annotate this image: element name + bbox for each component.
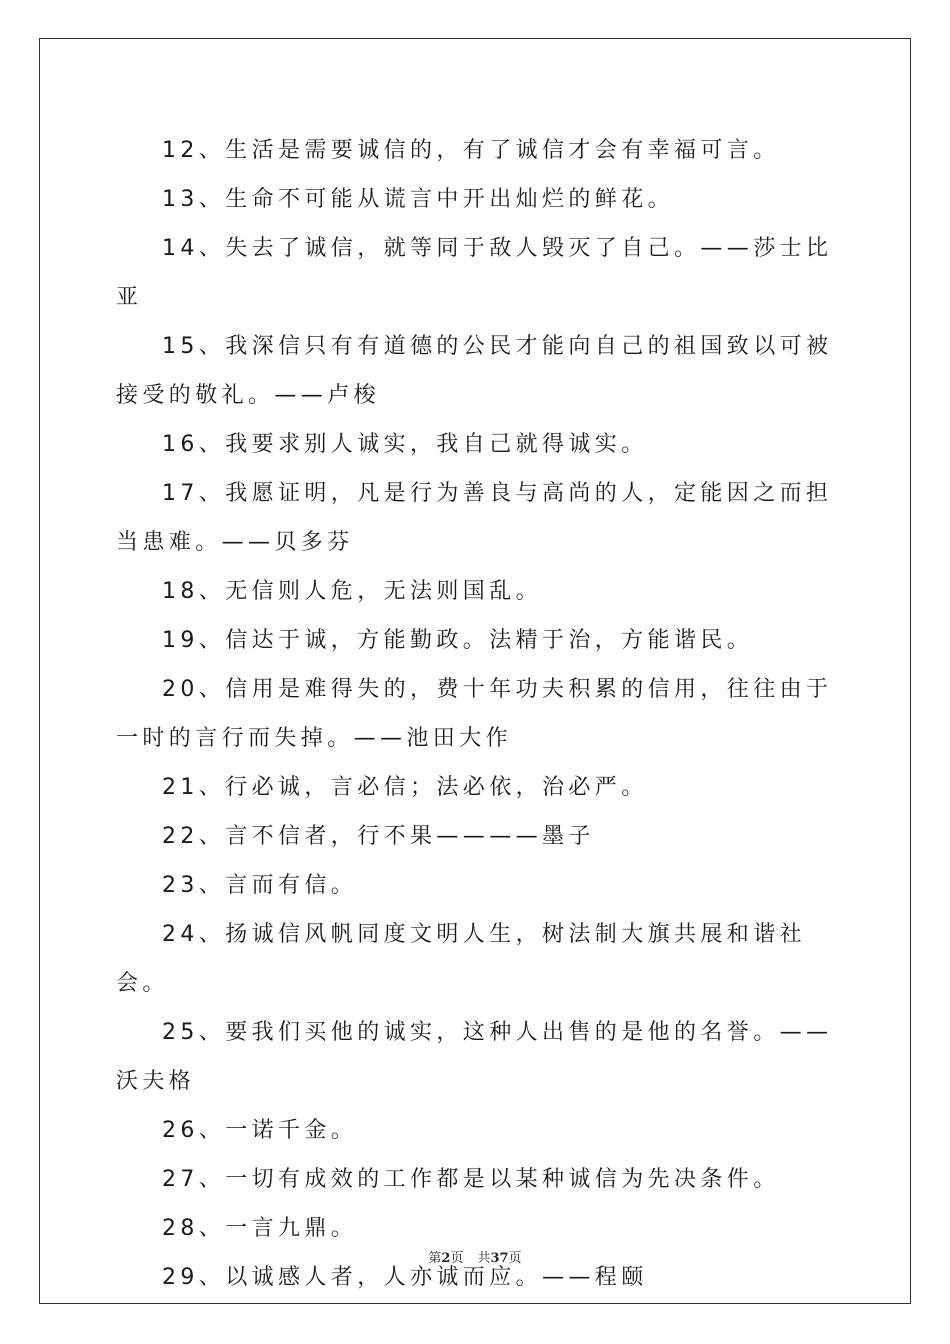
- total-pages: 37: [490, 1251, 509, 1266]
- quote-20: 20、信用是难得失的，费十年功夫积累的信用，往往由于一时的言行而失掉。——池田大作: [116, 677, 833, 751]
- page-number: 2: [441, 1251, 451, 1266]
- quote-21: 21、行必诚，言必信；法必依，治必严。: [162, 775, 648, 800]
- quote-26: 26、一诺千金。: [162, 1118, 358, 1143]
- quote-28: 28、一言九鼎。: [162, 1216, 358, 1241]
- quote-18: 18、无信则人危，无法则国乱。: [162, 579, 542, 604]
- quote-17: 17、我愿证明，凡是行为善良与高尚的人，定能因之而担当患难。——贝多芬: [116, 481, 833, 555]
- page-suffix: 页: [450, 1251, 464, 1266]
- quote-25: 25、要我们买他的诚实，这种人出售的是他的名誉。——沃夫格: [116, 1020, 833, 1094]
- document-body: [116, 126, 836, 1302]
- quote-14: 14、失去了诚信，就等同于敌人毁灭了自己。——莎士比亚: [116, 236, 833, 310]
- quote-16: 16、我要求别人诚实，我自己就得诚实。: [162, 432, 648, 457]
- quote-19: 19、信达于诚，方能勤政。法精于治，方能谐民。: [162, 628, 754, 653]
- quote-27: 27、一切有成效的工作都是以某种诚信为先决条件。: [162, 1167, 780, 1192]
- quote-29: 29、以诚感人者，人亦诚而应。——程颐: [162, 1265, 648, 1290]
- quote-24: 24、扬诚信风帆同度文明人生，树法制大旗共展和谐社会。: [116, 922, 806, 996]
- page-prefix: 第: [428, 1251, 442, 1266]
- total-prefix: 共: [477, 1251, 491, 1266]
- quote-15: 15、我深信只有有道德的公民才能向自己的祖国致以可被接受的敬礼。——卢梭: [116, 334, 833, 408]
- total-suffix: 页: [508, 1251, 522, 1266]
- quote-13: 13、生命不可能从谎言中开出灿烂的鲜花。: [162, 187, 674, 212]
- quote-23: 23、言而有信。: [162, 873, 358, 898]
- quote-22: 22、言不信者，行不果————墨子: [162, 824, 595, 849]
- page-footer: [0, 1247, 950, 1266]
- quote-12: 12、生活是需要诚信的，有了诚信才会有幸福可言。: [162, 138, 780, 163]
